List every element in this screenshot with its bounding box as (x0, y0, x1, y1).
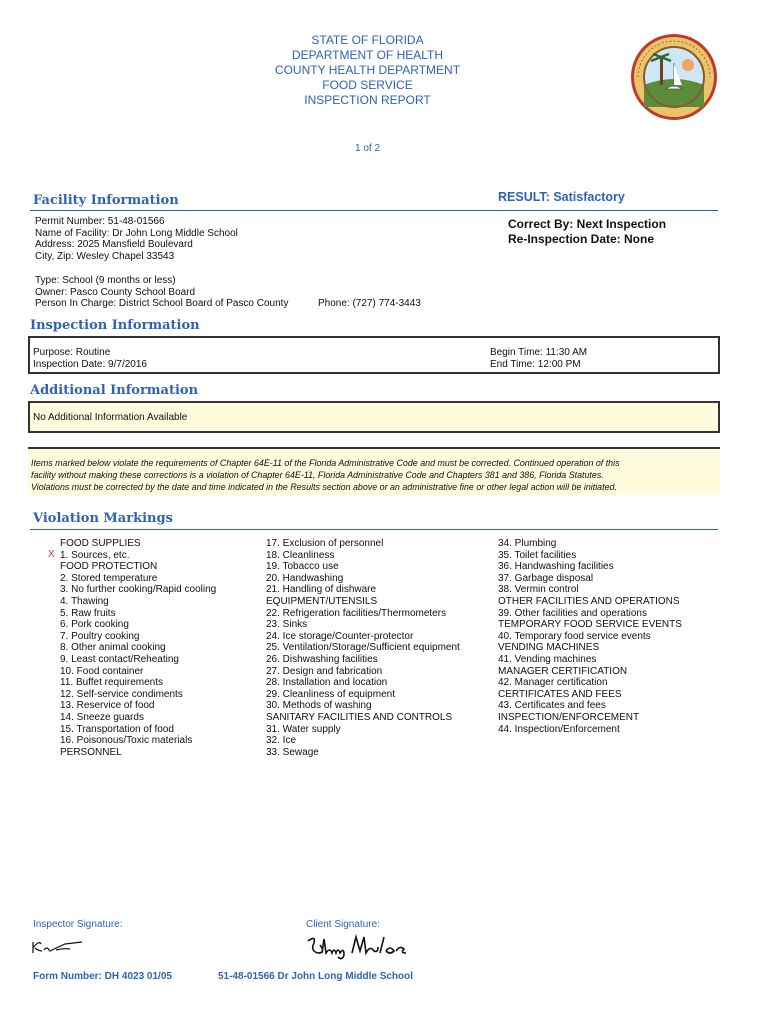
violation-item: 19. Tobacco use (266, 561, 339, 573)
result-details (508, 217, 666, 247)
violation-item: 16. Poisonous/Toxic materials (60, 735, 193, 747)
facility-owner-details (35, 275, 288, 310)
facility-address: Address: 2025 Mansfield Boulevard (35, 239, 193, 251)
report-header (0, 33, 735, 108)
violation-item: 7. Poultry cooking (60, 630, 140, 642)
violation-item: 24. Ice storage/Counter-protector (266, 630, 414, 642)
notice-box (28, 447, 720, 495)
violation-item: 23. Sinks (266, 619, 308, 631)
inspection-section-title: Inspection Information (30, 318, 200, 333)
violation-item: 27. Design and fabrication (266, 665, 383, 677)
violation-item: PERSONNEL (60, 746, 122, 758)
violation-item: 5. Raw fruits (60, 607, 116, 619)
form-number: Form Number: DH 4023 01/05 (33, 971, 172, 982)
reinspection-date: Re-Inspection Date: None (508, 232, 655, 246)
violations-section-title: Violation Markings (33, 511, 173, 526)
violation-item: 31. Water supply (266, 723, 341, 735)
violation-item: 2. Stored temperature (60, 572, 158, 584)
violation-item: 25. Ventilation/Storage/Sufficient equipment (266, 642, 460, 654)
inspector-signature-icon (30, 936, 90, 958)
violation-item: 40. Temporary food service events (498, 630, 651, 642)
violation-item: 39. Other facilities and operations (498, 607, 647, 619)
violations-divider (30, 529, 718, 530)
violation-item: 33. Sewage (266, 746, 319, 758)
footer-facility: 51-48-01566 Dr John Long Middle School (218, 971, 414, 982)
inspection-purpose: Purpose: Routine (33, 347, 111, 358)
violation-item: 8. Other animal cooking (60, 642, 166, 654)
florida-state-seal-icon (630, 33, 718, 121)
violation-item: 32. Ice (266, 735, 297, 747)
violations-column-2 (266, 538, 460, 758)
violation-item: 17. Exclusion of personnel (266, 538, 384, 549)
violation-item: MANAGER CERTIFICATION (498, 665, 628, 677)
notice-line1: Items marked below violate the requirements of Chapter 64E-11 of the Florida Administrative Code and must be corrected. Continued operation of this (31, 458, 620, 468)
violation-item: 3. No further cooking/Rapid cooling (60, 584, 217, 596)
client-signature-icon (304, 933, 424, 963)
violation-item: 4. Thawing (60, 595, 109, 607)
violation-item: 9. Least contact/Reheating (60, 653, 179, 665)
violation-item: 36. Handwashing facilities (498, 561, 614, 573)
violation-item: 11. Buffet requirements (60, 677, 164, 689)
violation-item: INSPECTION/ENFORCEMENT (498, 711, 640, 723)
violation-item: 42. Manager certification (498, 677, 608, 689)
end-time: End Time: 12:00 PM (490, 358, 581, 370)
inspector-signature-label: Inspector Signature: (33, 919, 123, 930)
notice-line2: facility without making these corrections is a violation of Chapter 64E-11, Florida Administrative Code and Chapters 381 and 386, Florida Statutes. (31, 470, 604, 480)
additional-text: No Additional Information Available (33, 412, 188, 423)
header-line5: INSPECTION REPORT (304, 93, 431, 107)
violation-item: 28. Installation and location (266, 677, 388, 689)
facility-name: Name of Facility: Dr John Long Middle School (35, 227, 238, 239)
additional-section-title: Additional Information (30, 383, 199, 398)
violation-item: 15. Transportation of food (60, 723, 174, 735)
violation-item: 13. Reservice of food (60, 700, 155, 712)
violation-item: 22. Refrigeration facilities/Thermometers (266, 607, 447, 619)
facility-section-title: Facility Information (33, 193, 179, 208)
violation-mark-1: X (48, 549, 55, 560)
facility-details (35, 216, 238, 262)
result-status: RESULT: Satisfactory (498, 190, 625, 204)
violation-item: 14. Sneeze guards (60, 711, 144, 723)
violation-item: 30. Methods of washing (266, 700, 372, 712)
violation-item: 44. Inspection/Enforcement (498, 723, 620, 735)
violations-column-1 (60, 538, 216, 758)
violation-item: SANITARY FACILITIES AND CONTROLS (266, 711, 453, 723)
person-in-charge: Person In Charge: District School Board of Pasco County (35, 298, 289, 310)
inspection-right (490, 347, 587, 370)
violation-item: 34. Plumbing (498, 538, 557, 549)
violation-item: 35. Toilet facilities (498, 549, 577, 561)
violation-item: 20. Handwashing (266, 572, 344, 584)
violation-item: FOOD PROTECTION (60, 561, 158, 573)
page-number: 1 of 2 (354, 143, 381, 154)
violation-item: 6. Pork cooking (60, 619, 129, 631)
violation-item: 38. Vermin control (498, 584, 579, 596)
violation-item: 37. Garbage disposal (498, 572, 594, 584)
inspection-left (33, 347, 147, 370)
begin-time: Begin Time: 11:30 AM (490, 347, 588, 358)
header-line1: STATE OF FLORIDA (311, 33, 424, 47)
violation-item: FOOD SUPPLIES (60, 538, 141, 549)
violation-item: 12. Self-service condiments (60, 688, 183, 700)
violation-item: EQUIPMENT/UTENSILS (266, 595, 378, 607)
violation-item: 41. Vending machines (498, 653, 597, 665)
violation-item: 26. Dishwashing facilities (266, 653, 378, 665)
violation-item: 1. Sources, etc. (60, 549, 130, 561)
violation-item: 43. Certificates and fees (498, 700, 606, 712)
notice-line3: Violations must be corrected by the date and time indicated in the Results section above or an administrative fine or other legal action will be initiated. (31, 482, 617, 492)
facility-divider (30, 210, 718, 211)
violation-item: VENDING MACHINES (498, 642, 600, 654)
violation-item: CERTIFICATES AND FEES (498, 688, 622, 700)
violation-item: OTHER FACILITIES AND OPERATIONS (498, 595, 680, 607)
violation-item: 29. Cleanliness of equipment (266, 688, 395, 700)
facility-type: Type: School (9 months or less) (35, 275, 176, 286)
additional-box (28, 401, 720, 433)
permit-number: Permit Number: 51-48-01566 (35, 216, 165, 227)
client-signature-label: Client Signature: (306, 919, 380, 930)
violation-item: TEMPORARY FOOD SERVICE EVENTS (498, 619, 682, 631)
facility-city: City, Zip: Wesley Chapel 33543 (35, 250, 175, 262)
facility-phone: Phone: (727) 774-3443 (318, 298, 421, 309)
header-line4: FOOD SERVICE (322, 78, 413, 92)
notice-text (31, 457, 620, 493)
violation-item: 18. Cleanliness (266, 549, 335, 561)
correct-by: Correct By: Next Inspection (508, 217, 667, 231)
inspection-box (28, 336, 720, 374)
violation-item: 21. Handling of dishware (266, 584, 377, 596)
violations-column-3 (498, 538, 682, 735)
header-line2: DEPARTMENT OF HEALTH (291, 48, 444, 62)
facility-owner: Owner: Pasco County School Board (35, 286, 196, 298)
violation-item: 10. Food container (60, 665, 144, 677)
inspection-date: Inspection Date: 9/7/2016 (33, 358, 147, 370)
header-line3: COUNTY HEALTH DEPARTMENT (274, 63, 461, 77)
